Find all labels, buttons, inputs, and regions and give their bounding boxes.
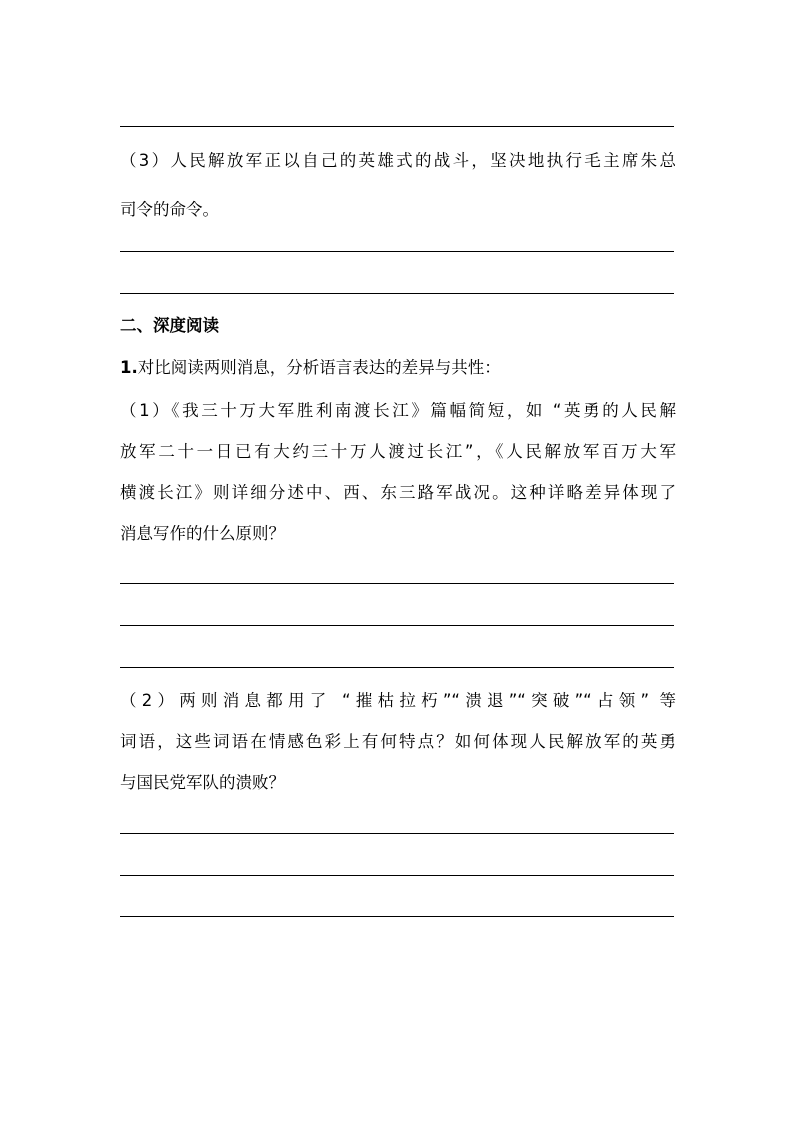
- item-1-intro: [120, 353, 501, 383]
- sub-question-1-line-2: 放军二十一日已有大约三十万人渡过长江”，《人民解放军百万大军: [120, 442, 676, 461]
- question-3-line-1: （3）人民解放军正以自己的英雄式的战斗，坚决地执行毛主席朱总: [120, 151, 676, 170]
- sub-question-2-line-1: （2）两则消息都用了 “摧枯拉朽”“溃退”“突破”“占领” 等: [120, 691, 676, 710]
- sub-question-2-line-3: 与国民党军队的溃败？: [120, 773, 285, 792]
- answer-line: [120, 667, 674, 668]
- section-title: 二、深度阅读: [120, 316, 219, 335]
- answer-line: [120, 293, 674, 294]
- sub-question-1-line-4: 消息写作的什么原则？: [120, 524, 285, 543]
- sub-question-1-line-1: （1）《我三十万大军胜利南渡长江》篇幅简短，如 “英勇的人民解: [120, 401, 676, 420]
- answer-line: [120, 126, 674, 127]
- sub-question-2-line-2: 词语，这些词语在情感色彩上有何特点？如何体现人民解放军的英勇: [120, 732, 676, 751]
- item-1-number: 1.: [120, 358, 138, 377]
- item-1-text: 对比阅读两则消息，分析语言表达的差异与共性：: [137, 358, 501, 377]
- answer-line: [120, 251, 674, 252]
- sub-question-1-line-3: 横渡长江》则详细分述中、西、东三路军战况。这种详略差异体现了: [120, 483, 676, 502]
- answer-line: [120, 875, 674, 876]
- sub-question-1: [120, 390, 676, 554]
- answer-line: [120, 916, 674, 917]
- answer-line: [120, 625, 674, 626]
- question-3: [120, 140, 676, 230]
- question-3-line-2: 司令的命令。: [120, 200, 219, 219]
- sub-question-2: [120, 680, 676, 803]
- answer-line: [120, 833, 674, 834]
- answer-line: [120, 583, 674, 584]
